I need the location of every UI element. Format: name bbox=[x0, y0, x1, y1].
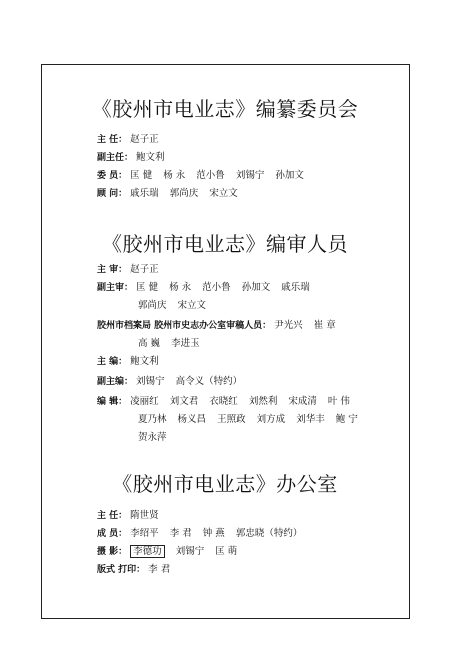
person-name: 匡 萌 bbox=[215, 546, 238, 557]
person-name: 李 君 bbox=[148, 564, 171, 575]
row-label: 主 任： bbox=[97, 511, 128, 521]
person-name: 宋立文 bbox=[209, 188, 238, 199]
committee-row-members bbox=[97, 170, 312, 182]
person-name: 叶 伟 bbox=[327, 396, 350, 407]
section-title-committee: 《胶州市电业志》编纂委员会 bbox=[91, 97, 359, 121]
person-name: 郭忠晓（特约） bbox=[235, 528, 303, 539]
person-name: 刘方成 bbox=[256, 414, 286, 425]
person-name: 刘华丰 bbox=[296, 414, 325, 425]
row-label: 版式 打印： bbox=[97, 565, 146, 575]
person-name: 杨义昌 bbox=[177, 414, 207, 425]
row-label: 副主审： bbox=[97, 283, 134, 293]
person-name: 孙加文 bbox=[275, 170, 304, 181]
person-name: 钟 燕 bbox=[202, 528, 225, 539]
row-label: 胶州市档案局 胶州市史志办公室审稿人员： bbox=[97, 321, 272, 331]
person-name: 衣晓红 bbox=[209, 396, 238, 407]
committee-row-director bbox=[97, 134, 167, 146]
person-name: 杨 永 bbox=[163, 170, 186, 181]
person-name: 李 君 bbox=[169, 528, 192, 539]
section-title-office: 《胶州市电业志》办公室 bbox=[112, 472, 338, 496]
committee-row-advisors bbox=[97, 188, 246, 200]
person-name: 尹光兴 bbox=[274, 320, 303, 331]
review-row-archive bbox=[97, 320, 344, 332]
row-label: 副主编： bbox=[97, 377, 134, 387]
review-row-editors-cont2 bbox=[138, 432, 175, 444]
row-label: 编 辑： bbox=[97, 397, 128, 407]
person-name: 鲍文利 bbox=[130, 356, 159, 367]
office-row-photography bbox=[97, 546, 245, 558]
person-name: 宋成清 bbox=[288, 396, 317, 407]
review-row-deputy-editor bbox=[97, 376, 250, 388]
review-row-deputy-cont bbox=[138, 300, 214, 312]
review-row-editor-in-chief bbox=[97, 356, 167, 368]
person-name: 杨 永 bbox=[169, 282, 192, 293]
person-name: 刘锡宁 bbox=[235, 170, 265, 181]
section-title-reviewers: 《胶州市电业志》编审人员 bbox=[102, 232, 348, 256]
person-name: 李绍平 bbox=[130, 528, 159, 539]
review-row-deputy bbox=[97, 282, 318, 294]
person-name: 宋立文 bbox=[177, 300, 207, 311]
person-name: 郭尚庆 bbox=[138, 300, 167, 311]
person-name: 范小鲁 bbox=[196, 170, 225, 181]
person-name: 鲍 宁 bbox=[335, 414, 358, 425]
review-row-editors bbox=[97, 396, 358, 408]
review-row-editors-cont bbox=[138, 414, 366, 426]
office-row-members bbox=[97, 528, 310, 540]
person-name: 赵子正 bbox=[130, 264, 159, 275]
person-name: 李进玉 bbox=[171, 338, 200, 349]
row-label: 摄 影： bbox=[97, 547, 128, 557]
row-label: 成 员： bbox=[97, 529, 128, 539]
row-label: 主 任： bbox=[97, 135, 128, 145]
person-name: 贺永萍 bbox=[138, 432, 167, 443]
person-name: 刘锡宁 bbox=[136, 376, 165, 387]
person-name: 赵子正 bbox=[130, 134, 159, 145]
row-label: 顾 问： bbox=[97, 189, 128, 199]
office-row-layout bbox=[97, 564, 178, 576]
person-name: 夏乃林 bbox=[138, 414, 167, 425]
office-row-director bbox=[97, 510, 167, 522]
person-name: 王照政 bbox=[217, 414, 246, 425]
committee-row-deputy bbox=[97, 152, 173, 164]
person-name: 鲍文利 bbox=[136, 152, 165, 163]
person-name: 孙加文 bbox=[241, 282, 271, 293]
review-row-chief bbox=[97, 264, 167, 276]
row-label: 主 审： bbox=[97, 265, 128, 275]
person-name: 高 巍 bbox=[138, 338, 161, 349]
person-name: 匡 健 bbox=[136, 282, 159, 293]
review-row-archive-cont bbox=[138, 338, 208, 350]
person-name: 崔 章 bbox=[313, 320, 336, 331]
person-name: 高令义（特约） bbox=[175, 376, 243, 387]
person-name: 匡 健 bbox=[130, 170, 153, 181]
person-name: 戚乐瑞 bbox=[281, 282, 310, 293]
row-label: 主 编： bbox=[97, 357, 128, 367]
row-label: 副主任： bbox=[97, 153, 134, 163]
person-name: 刘文君 bbox=[169, 396, 199, 407]
row-label: 委 员： bbox=[97, 171, 128, 181]
person-name: 隋世贤 bbox=[130, 510, 159, 521]
person-name: 刘锡宁 bbox=[175, 546, 205, 557]
person-name: 李德功 bbox=[130, 545, 165, 558]
person-name: 戚乐瑞 bbox=[130, 188, 159, 199]
person-name: 刘然利 bbox=[248, 396, 278, 407]
person-name: 范小鲁 bbox=[202, 282, 231, 293]
person-name: 郭尚庆 bbox=[169, 188, 199, 199]
person-name: 凌丽红 bbox=[130, 396, 159, 407]
